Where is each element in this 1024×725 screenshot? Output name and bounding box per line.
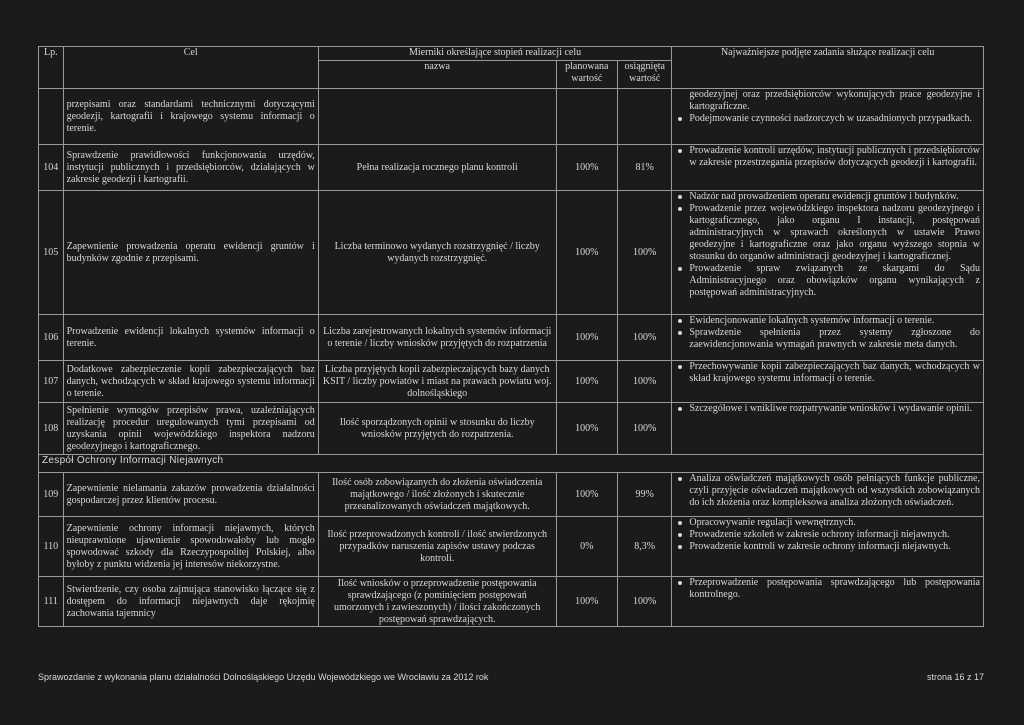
row-lp: 104 (39, 145, 64, 191)
row-achieved-value: 100% (618, 315, 672, 361)
task-item: Przechowywanie kopii zabezpieczających baz danych, wchodzących w skład krajowego systemu informacji o terenie. (675, 361, 980, 385)
row-measure-name: Liczba terminowo wydanych rozstrzygnięć / liczby wydanych rozstrzygnięć. (318, 191, 556, 315)
task-item: Prowadzenie kontroli urzędów, instytucji publicznych i przedsiębiorców w zakresie przestrzegania przepisów dotyczących geodezji i kartografii. (675, 145, 980, 169)
task-item: Szczegółowe i wnikliwe rozpatrywanie wniosków i wydawanie opinii. (675, 403, 980, 415)
row-achieved-value: 100% (618, 403, 672, 455)
section-title: Zespół Ochrony Informacji Niejawnych (39, 455, 984, 473)
row-measure-name: Ilość osób zobowiązanych do złożenia oświadczenia majątkowego / ilość złożonych i skutecznie przeanalizowanych oświadczeń majątkowych. (318, 473, 556, 517)
row-planned-value: 100% (556, 473, 617, 517)
task-item: Prowadzenie kontroli w zakresie ochrony informacji niejawnych. (675, 541, 980, 553)
row-measure-name: Ilość sporządzonych opinii w stosunku do liczby wniosków przyjętych do rozpatrzenia. (318, 403, 556, 455)
task-item: Analiza oświadczeń majątkowych osób pełniących funkcje publiczne, czyli przyjęcie oświadczeń majątkowych od wszystkich zobowiązanych do ich złożenia oraz kompleksowa analiza złożonych oświadczeń. (675, 473, 980, 509)
task-item: Sprawdzenie spełnienia przez systemy zgłoszone do zaewidencjonowania wymagań prawnych w zakresie meta danych. (675, 327, 980, 351)
row-measure-name (318, 89, 556, 145)
row-goal: Prowadzenie ewidencji lokalnych systemów informacji o terenie. (63, 315, 318, 361)
row-goal: Zapewnienie nielamania zakazów prowadzenia działalności gospodarczej przez klientów procesu. (63, 473, 318, 517)
row-lp: 107 (39, 361, 64, 403)
footer-title: Sprawozdanie z wykonania planu działalności Dolnośląskiego Urzędu Wojewódzkiego we Wrocławiu za 2012 rok (38, 672, 489, 682)
header-nazwa: nazwa (318, 61, 556, 89)
row-tasks (672, 145, 984, 191)
row-measure-name: Liczba zarejestrowanych lokalnych systemów informacji o terenie / liczby wniosków przyjętych do rozpatrzenia (318, 315, 556, 361)
row-tasks (672, 473, 984, 517)
row-lp: 111 (39, 577, 64, 627)
task-item: Nadzór nad prowadzeniem operatu ewidencji gruntów i budynków. (675, 191, 980, 203)
row-planned-value: 100% (556, 577, 617, 627)
row-planned-value: 100% (556, 191, 617, 315)
row-achieved-value (618, 89, 672, 145)
page-footer (38, 672, 984, 682)
table-body-ochrona (39, 473, 984, 627)
header-zadania: Najważniejsze podjęte zadania służące realizacji celu (672, 47, 984, 89)
row-achieved-value: 81% (618, 145, 672, 191)
row-goal: przepisami oraz standardami technicznymi dotyczącymi geodezji, kartografii i krajowego systemu informacji o terenie. (63, 89, 318, 145)
row-measure-name: Pełna realizacja rocznego planu kontroli (318, 145, 556, 191)
header-osiagnieta: osiągnięta wartość (618, 61, 672, 89)
row-lp: 105 (39, 191, 64, 315)
row-planned-value: 100% (556, 403, 617, 455)
row-achieved-value: 8,3% (618, 517, 672, 577)
row-goal: Stwierdzenie, czy osoba zajmująca stanowisko łączące się z dostępem do informacji niejawnych daje rękojmię zachowania tajemnicy (63, 577, 318, 627)
task-item: geodezyjnej oraz przedsiębiorców wykonujących prace geodezyjne i kartograficzne. (689, 89, 980, 112)
row-tasks (672, 191, 984, 315)
table-row (39, 473, 984, 517)
page-number: strona 16 z 17 (926, 672, 984, 682)
row-planned-value: 0% (556, 517, 617, 577)
task-item: Prowadzenie przez wojewódzkiego inspektora nadzoru geodezyjnego i kartograficznego, jako organu I instancji, postępowań administracyjnych w sprawach określonych w ustawie Prawo geodezyjne i kartograficzne oraz jako organu wyższego stopnia w stosunku do organów administracji geodezyjnej i kartograficznej. (675, 203, 980, 263)
task-list (675, 89, 980, 125)
row-planned-value: 100% (556, 145, 617, 191)
task-list (675, 361, 980, 385)
task-list (675, 145, 980, 169)
task-item: Przeprowadzenie postępowania sprawdzającego lub postępowania kontrolnego. (675, 577, 980, 601)
task-list (675, 517, 980, 553)
table-row (39, 191, 984, 315)
row-measure-name: Ilość wniosków o przeprowadzenie postępowania sprawdzającego (z pominięciem postępowań umorzonych i zawieszonych) / ilości zakończonych postępowań sprawdzających. (318, 577, 556, 627)
row-goal: Zapewnienie prowadzenia operatu ewidencji gruntów i budynków zgodnie z przepisami. (63, 191, 318, 315)
task-list (675, 403, 980, 415)
row-goal: Sprawdzenie prawidłowości funkcjonowania urzędów, instytucji publicznych i przedsiębiorców, działających w zakresie geodezji i kartografii. (63, 145, 318, 191)
row-tasks (672, 403, 984, 455)
row-tasks (672, 315, 984, 361)
table-row (39, 315, 984, 361)
report-page (38, 46, 984, 627)
table-row (39, 517, 984, 577)
row-lp: 106 (39, 315, 64, 361)
row-lp: 110 (39, 517, 64, 577)
row-achieved-value: 100% (618, 191, 672, 315)
row-achieved-value: 99% (618, 473, 672, 517)
row-goal: Zapewnienie ochrony informacji niejawnych, których nieuprawnione ujawnienie spowodowałoby lub mogło spowodować szkody dla Rzeczypospolitej Polskiej, albo byłoby z punktu widzenia jej interesów niekorzystne. (63, 517, 318, 577)
row-tasks (672, 517, 984, 577)
row-lp: 108 (39, 403, 64, 455)
table-header (39, 47, 984, 89)
task-item: Podejmowanie czynności nadzorczych w uzasadnionych przypadkach. (675, 113, 980, 125)
row-lp: 109 (39, 473, 64, 517)
task-list (675, 577, 980, 601)
row-planned-value (556, 89, 617, 145)
header-planowana: planowana wartość (556, 61, 617, 89)
row-goal: Spełnienie wymogów przepisów prawa, uzależniających realizację procedur uregulowanych tymi przepisami od uzyskania opinii wojewódzkiego inspektora nadzoru geodezyjnego i kartograficznego. (63, 403, 318, 455)
row-achieved-value: 100% (618, 361, 672, 403)
row-measure-name: Ilość przeprowadzonych kontroli / ilość stwierdzonych przypadków naruszenia zapisów ustawy podczas kontroli. (318, 517, 556, 577)
row-tasks (672, 89, 984, 145)
header-mierniki: Mierniki określające stopień realizacji celu (318, 47, 672, 61)
task-list (675, 473, 980, 509)
table-row (39, 89, 984, 145)
table-row (39, 361, 984, 403)
row-measure-name: Liczba przyjętych kopii zabezpieczających bazy danych KSIT / liczby powiatów i miast na prawach powiatu woj. dolnośląskiego (318, 361, 556, 403)
table-row (39, 403, 984, 455)
row-tasks (672, 577, 984, 627)
task-item: Opracowywanie regulacji wewnętrznych. (675, 517, 980, 529)
section-row-group (39, 455, 984, 473)
row-lp (39, 89, 64, 145)
table-row (39, 577, 984, 627)
row-tasks (672, 361, 984, 403)
task-item: Ewidencjonowanie lokalnych systemów informacji o terenie. (675, 315, 980, 327)
row-achieved-value: 100% (618, 577, 672, 627)
table-row (39, 145, 984, 191)
header-lp: Lp. (39, 47, 64, 89)
table-body-geodezja (39, 89, 984, 455)
task-list (675, 315, 980, 351)
header-cel: Cel (63, 47, 318, 89)
row-planned-value: 100% (556, 315, 617, 361)
plan-table (38, 46, 984, 627)
row-goal: Dodatkowe zabezpieczenie kopii zabezpieczających baz danych, wchodzących w skład krajowego systemu informacji o terenie. (63, 361, 318, 403)
row-planned-value: 100% (556, 361, 617, 403)
task-item: Prowadzenie spraw związanych ze skargami do Sądu Administracyjnego oraz obowiązków organu wynikających z postępowań administracyjnych. (675, 263, 980, 299)
task-item: Prowadzenie szkoleń w zakresie ochrony informacji niejawnych. (675, 529, 980, 541)
task-list (675, 191, 980, 299)
